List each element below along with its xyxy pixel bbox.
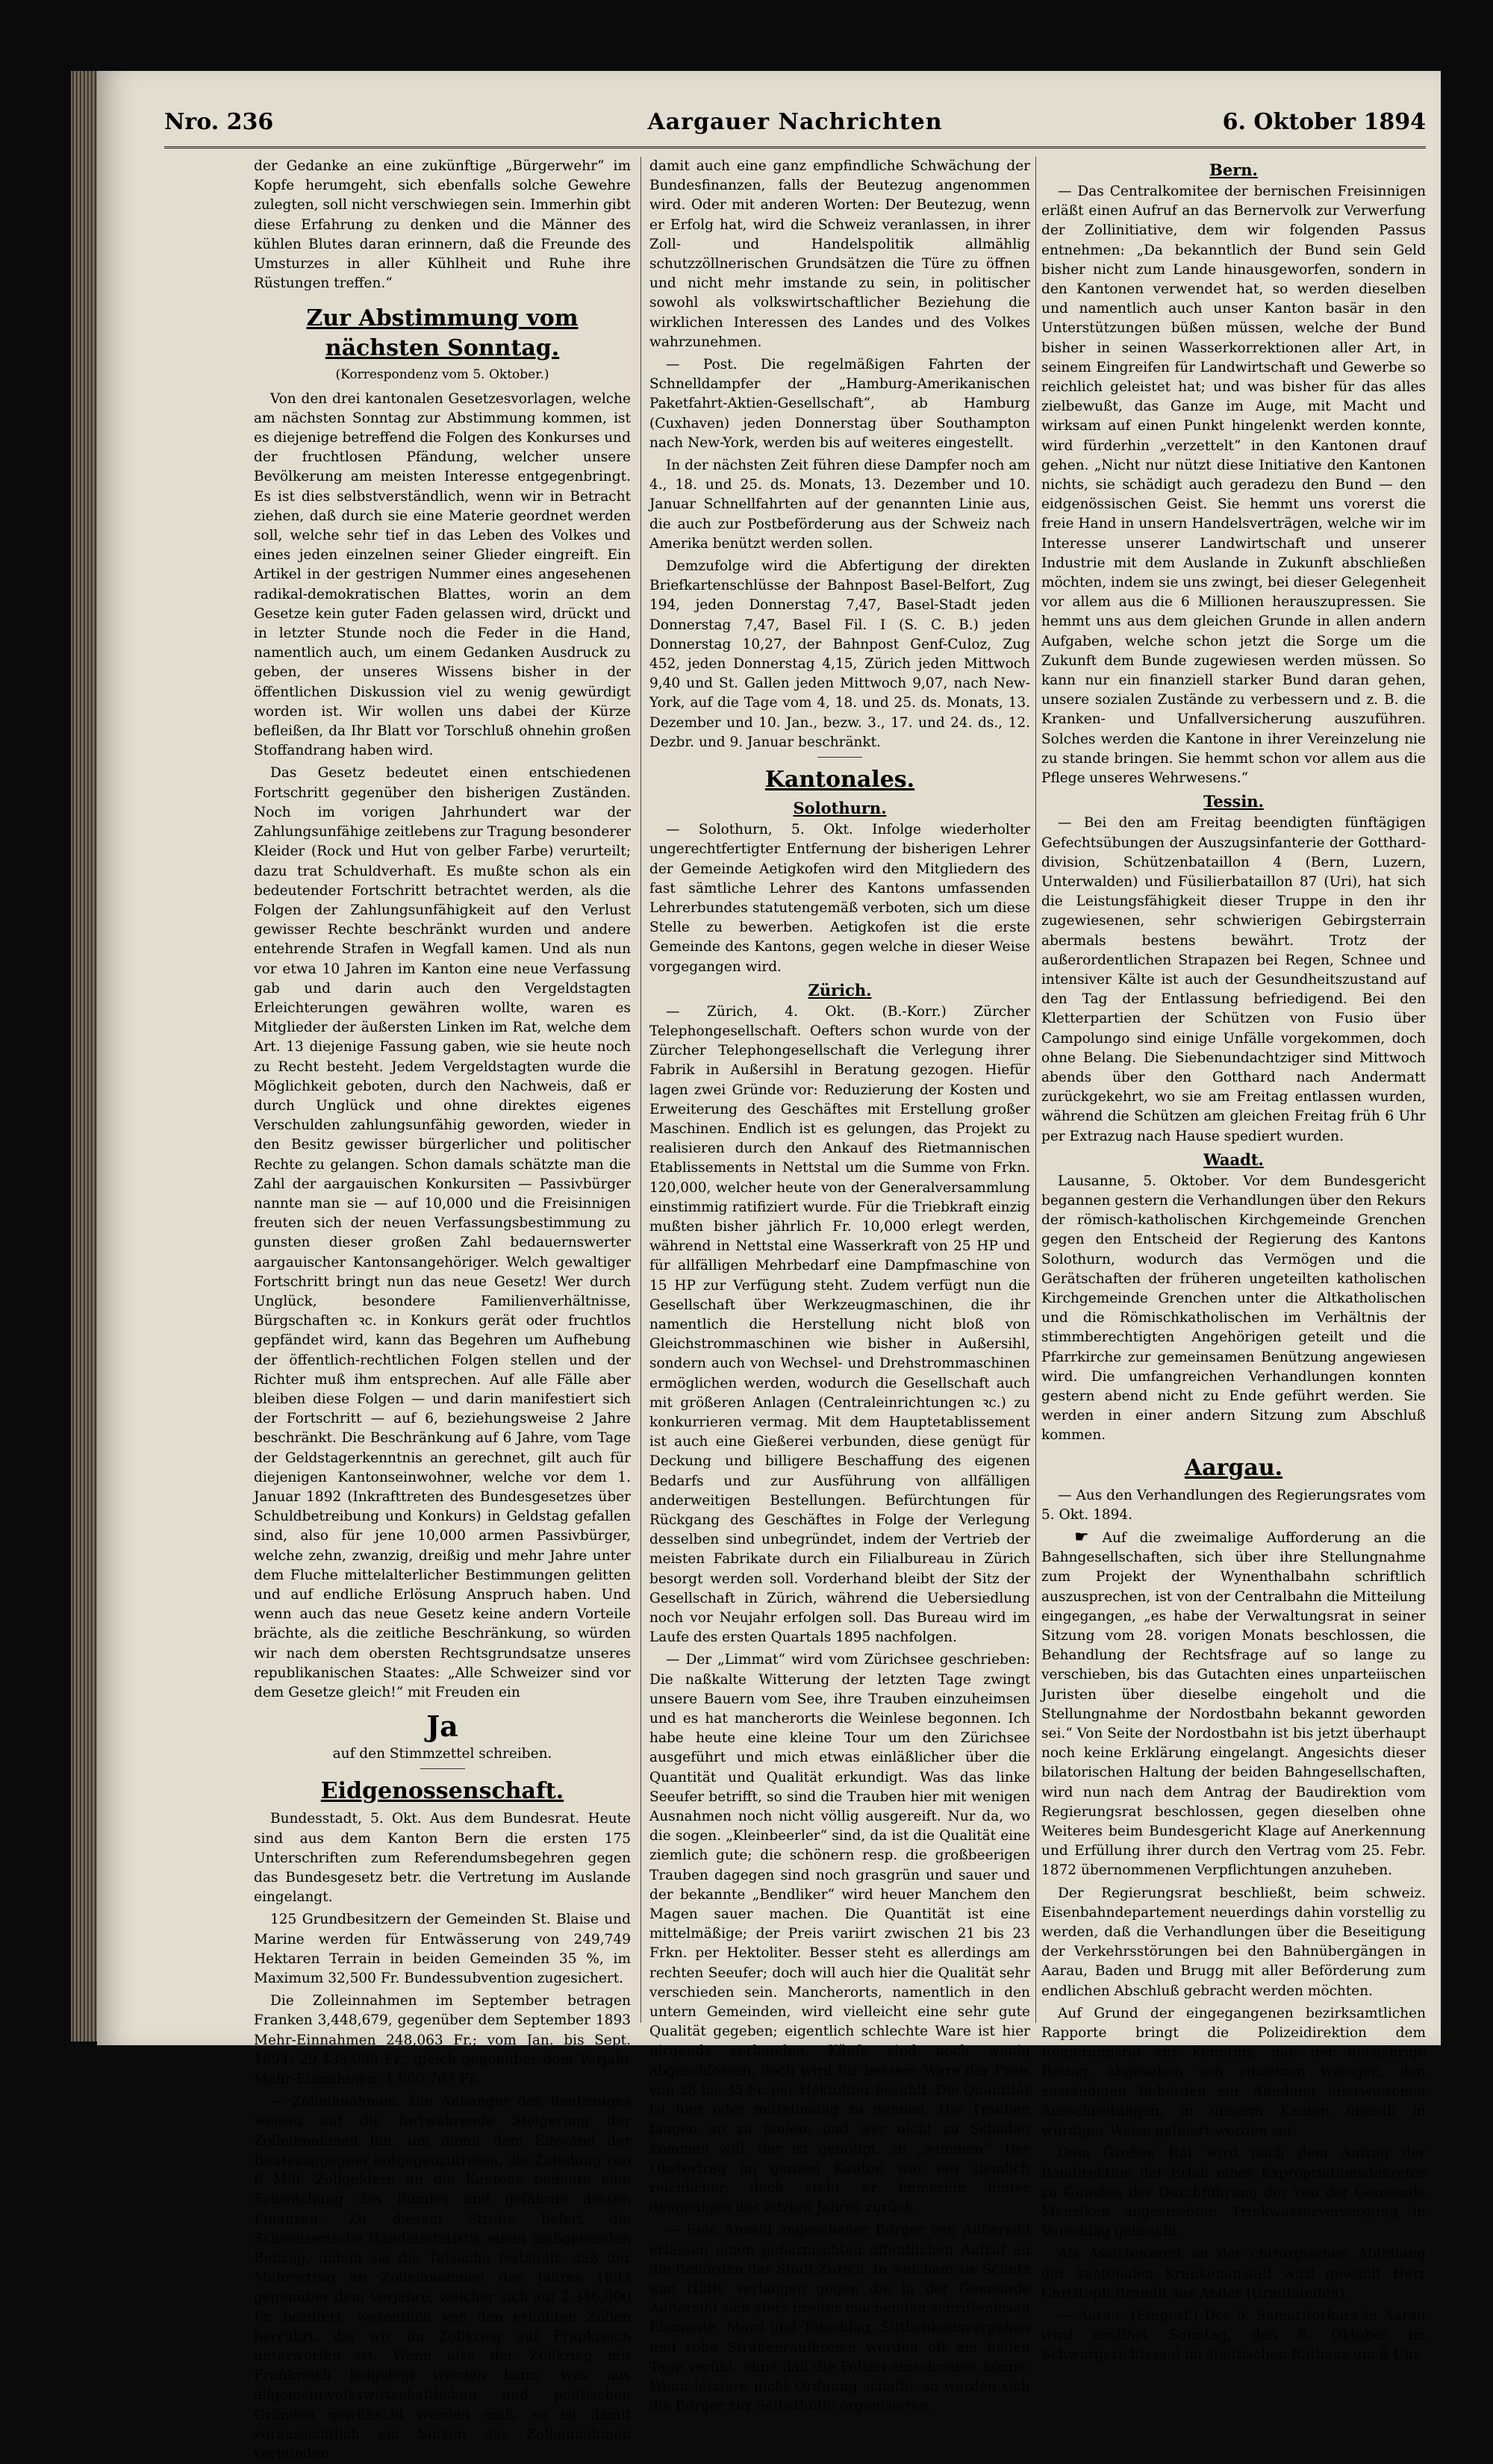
column-3 xyxy=(1041,157,1426,2363)
issue-number: Nro. 236 xyxy=(164,109,274,135)
sub-heading: Bern. xyxy=(1209,160,1258,179)
section-heading: Kantonales. xyxy=(764,767,915,793)
paragraph: Als Assistenzarzt an der chirurgischen Abteilung der kantonalen Krankenanstalt wird gewählt Herr Christoph Brandli aus Ander (Graubünden). xyxy=(1041,2246,1426,2301)
ja-vote: Ja xyxy=(426,1709,458,1744)
pointing-hand-icon: ☛ xyxy=(1074,1528,1089,1547)
sub-heading: Solothurn. xyxy=(793,799,887,818)
paragraph: — Aarau. (Eingesf.) Der 5. Samariterkurs in Aarau wird eröffnet Sonntag, den 8. Oktober im Schwurgerichtssaal im städtischen Rathaus um 8 Uhr xyxy=(1041,2307,1426,2363)
column-rule xyxy=(640,157,641,2023)
column-1 xyxy=(254,157,631,2462)
paragraph: Der Regierungsrat beschließt, beim schweiz. Eisenbahndepartement neuerdings dahin vorstellig zu werden, daß die Verhandlungen über die Beseitigung der Verkehrsstörungen bei den Bahnübergängen in Aarau, Baden und Brugg mit aller Beförderung zum endlichen Abschluß gebracht werden möchten. xyxy=(1041,1885,1426,1999)
newspaper-name: Aargauer Nachrichten xyxy=(647,109,943,135)
paragraph: Von den drei kantonalen Gesetzesvorlagen, welche am nächsten Sonntag zur Abstimmung kommen, ist es diejenige betreffend die Folgen des Konkurses und der fruchtlosen Pfändung, welcher unsere Bevölkerung am meisten Interesse entgegenbringt. Es ist dies selbstverständlich, wenn wir in Betracht ziehen, daß durch sie eine Materie geordnet werden soll, welche sehr tief in das Leben des Volkes und eines jeden einzelnen seiner Glieder eingreift. Ein Artikel in der gestrigen Nummer eines angesehenen radikal-demokratischen Blattes, worin an dem Gesetze kein guter Faden gelassen wird, drückt und in letzter Stunde noch die Feder in die Hand, namentlich auch, um einem Gedanken Ausdruck zu geben, der unseres Wissens bisher in der öffentlichen Diskussion viel zu wenig gewürdigt worden ist. Wir wollen uns dabei der Kürze befleißen, da Ihr Blatt vor Torschluß ohnehin großen Stoffandrang haben wird. xyxy=(254,390,631,759)
paragraph: Das Gesetz bedeutet einen entschiedenen Fortschritt gegenüber den bisherigen Zuständen. Noch im vorigen Jahrhundert war der Zahlungsunfähige zeitlebens zur Tragung besonderer Kleider (Rock und Hut von gelber Farbe) verurteilt; dazu trat Schuldverhaft. Es mußte schon als ein bedeutender Fortschritt betrachtet werden, als die Folgen der Zahlungsunfähigkeit auf den Verlust gewisser Rechte beschränkt wurden und andere entehrende Strafen in Wegfall kamen. Und als nun vor etwa 10 Jahren im Kanton eine neue Verfassung gab und darin auch den Vergeldstagten Erleichterungen gewähren wollte, waren es Mitglieder der äußersten Linken im Rat, welche dem Art. 13 diejenige Fassung gaben, wie sie heute noch zu Recht besteht. Jedem Vergeldstagten wurde die Möglichkeit geboten, durch den Nachweis, daß er durch Unglück und ohne direktes eigenes Verschulden zahlungsunfähig geworden, wieder in den Besitz gewisser bürgerlicher und politischer Rechte zu gelangen. Schon damals schätzte man die Zahl der aargauischen Konkursiten — Passivbürger nannte man sie — auf 10,000 und die Freisinnigen freuten sich der neuen Verfassungsbestimmung zu gunsten dieser großen Zahl bedauernswerter aargauischer Kantonsangehöriger. Welch gewaltiger Fortschritt bringt nun das neue Gesetz! Wer durch Unglück, besondere Familienverhältnisse, Bürgschaften ꝛc. in Konkurs gerät oder fruchtlos gepfändet wird, kann das Begehren um Aufhebung der öffentlich-rechtlichen Folgen stellen und der Richter muß ihm entsprechen. Auf alle Fälle aber bleiben diese Folgen — und darin manifestiert sich der Fortschritt — auf 6, beziehungsweise 2 Jahre beschränkt. Die Beschränkung auf 6 Jahre, vom Tage der Geldstagerkenntnis an gerechnet, gilt auch für diejenigen Kantonseinwohner, welche vor dem 1. Januar 1892 (Inkrafttreten des Bundesgesetzes über Schuldbetreibung und Konkurs) in Geldstag gefallen sind, also für jene 10,000 armen Passivbürger, welche zehn, zwanzig, dreißig und mehr Jahre unter dem Fluche mittelalterlicher Bestimmungen gelitten und auf endliche Erlösung Anspruch haben. Und wenn auch das neue Gesetz keine andern Vorteile brächte, als die zeitliche Beschränkung, so würden wir nach dem obersten Rechtsgrundsatze unseres republikanischen Staates: „Alle Schweizer sind vor dem Gesetze gleich!“ mit Freuden ein xyxy=(254,765,631,1701)
masthead xyxy=(164,105,1426,149)
paragraph: Auf Grund der eingegangenen bezirksamtlichen Rapporte bringt die Polizeidirektion dem Regierungsrat zur Kenntnis, daß der diesjährige Bettag, abgesehen von einzelnen wenigen, den zuständigen Behörden zur Ahndung überwiesenen Ausschreitungen, in unserm Kanton überall in würdiger Weise gefeiert worden sei. xyxy=(1041,2005,1426,2139)
paragraph: Lausanne, 5. Oktober. Vor dem Bundesgericht begannen gestern die Verhandlungen über den Rekurs der römisch-katholischen Kirchgemeinde Grenchen gegen den Entscheid der Regierung des Kantons Solothurn, wodurch das Vermögen und die Gerätschaften der früheren ungeteilten katholischen Kirchgemeinde Grenchen unter die Altkatholischen und die Römischkatholischen im Verhältnis der stimmberechtigten Angehörigen geteilt und die Pfarrkirche zur gemeinsamen Benützung angewiesen wird. Die umfangreichen Verhandlungen konnten gestern abend nicht zu Ende geführt werden. Sie werden in einer andern Sitzung zum Abschluß kommen. xyxy=(1041,1173,1426,1444)
paragraph: — Eine Anzahl angesehener Bürger von Außersihl erlassen einen geharnischten öffentlichen Aufruf an die Behörden der Stadt Zürich, in welchem sie Schutz und Hülfe verlangen gegen die in der Gemeinde Außersihl sich stets breiter machenden schriftenlosen Elemente. Mord und Totschlag, Sittlichkeitsvergehen und rohe Straßenraufereien werden oft am hellen Tage verübt, ohne daß die Polizei einschreiten könne. Wenn letztere nicht Ordnung schaffe, so werden sich die Bürger zur Selbsthülfe organisieren. xyxy=(649,2222,1030,2415)
article-title: Zur Abstimmung vom nächsten Sonntag. xyxy=(306,305,579,362)
paragraph: Bundesstadt, 5. Okt. Aus dem Bundesrat. Heute sind aus dem Kanton Bern die ersten 175 Unterschriften zum Referendumsbegehren gegen das Bundesgesetz betr. die Vertretung im Auslande eingelangt. xyxy=(254,1811,631,1906)
paragraph: — Bei den am Freitag beendigten fünftägigen Gefechtsübungen der Auszugsinfanterie der Gotthard-division, Schützenbataillon 4 (Bern, Luzern, Unterwalden) und Füsilierbataillon 87 (Uri), hat sich die Leistungsfähigkeit dieser Truppe in den ihr zugewiesenen, sehr schwierigen Gebirgsterrain abermals bestens bewährt. Trotz der außerordentlichen Strapazen bei Regen, Schnee und intensiver Kälte ist auch der Gesundheitszustand auf den Tag der Entlassung befriedigend. Bei den Kletterpartien der Schützen von Fusio über Campolungo sind einige Unfälle vorgekommen, doch ohne Belang. Die Siebenundachtziger sind Mittwoch abends über den Gotthard nach Andermatt zurückgekehrt, wo sie am Freitag entlassen wurden, während die Schützen am gleichen Freitag früh 6 Uhr per Extrazug nach Hause spediert wurden. xyxy=(1041,815,1426,1144)
paragraph: damit auch eine ganz empfindliche Schwächung der Bundesfinanzen, falls der Beutezug angenommen wird. Oder mit anderen Worten: Der Beutezug, wenn er Erfolg hat, wird die Schweiz veranlassen, in ihrer Zoll- und Handelspolitik allmählig schutzzöllnerischen Grundsätzen die Türe zu öffnen und nicht mehr imstande zu sein, in politischer sowohl als volkswirtschaftlicher Beziehung die wirklichen Interessen des Landes und des Volkes wahrzunehmen. xyxy=(649,158,1030,350)
paragraph: — Der „Limmat“ wird vom Zürichsee geschrieben: Die naßkalte Witterung der letzten Tage zwingt unsere Bauern vom See, ihre Trauben einzuheimsen und es hat mancherorts die Weinlese begonnen. Ich habe heute eine kleine Tour um den Zürichsee ausgeführt und mich etwas einläßlicher über die Quantität und Qualität erkundigt. Was das linke Seeufer betrifft, so sind die Trauben hier mit wenigen Ausnahmen noch nicht völlig ausgereift. Nur da, wo die sogen. „Kleinbeerler“ sind, da ist die Qualität eine ziemlich gute; die schönern resp. die großbeerigen Trauben dagegen sind noch grasgrün und sauer und der bekannte „Bendliker“ wird heuer Manchem den Magen sauer machen. Die Quantität ist eine mittelmäßige; der Preis variirt zwischen 21 bis 23 Frkn. per Hektoliter. Besser steht es allerdings am rechten Seeufer; doch will auch hier die Qualität sehr verschieden sein. Mancherorts, namentlich in den untern Gemeinden, wird vielleicht eine sehr gute Qualität gegeben; eigentlich schlechte Ware ist hier nirgends vorhanden. Käufe sind noch wenig abgeschlossen, doch wird für bessere Ware der Preis von 28 bis 35 Fr. per Hektoliter bezahlt. Die Quantität ist hier oder mittelmäßig zu nennen. Die Trauben fangen an zu faulen, und wer nicht zu Schaden kommen will, der ist genötigt, zu „wimmen“. Der Obstertrag im ganzen Kanton war ein ziemlich reichlicher, doch steht er immerhin hinter demjenigen des letzten Jahres zurück. xyxy=(649,1652,1030,2216)
paragraph: — Post. Die regelmäßigen Fahrten der Schnelldampfer der „Hamburg-Amerikanischen Paketfahrt-Aktien-Gesellschaft“, ab Hamburg (Cuxhaven) jeden Donnerstag über Southampton nach New-York, werden bis auf weiteres eingestellt. xyxy=(649,357,1030,451)
paragraph xyxy=(1041,1528,1426,1881)
paragraph: — Zolleinnahmen. Die Anhänger des Beutezuges weisen auf die fortwährende Steigerung der Zolleinnahmen hin, um damit dem Einwand der Beutezuggegner entgegenzutreten, die Zuteilung von 6 Mill. Zollgeldern an die Kantone bedeute eine Schwächung des Bundes und gefährde dessen Finanzen. Zu diesem Streite liefert die Schweizerische Handelsstatistik einen maßgebenden Beitrag, indem sie die Tatsache feststellt, daß der Mehrertrag an Zolleinnahmen des Jahres 1893 gegenüber dem Vorjahre, welcher sich auf 2,346,000 Fr. beziffert, wesentlich von den erhöhten Zöllen herrührt, die wir im Zollkrieg auf Frankreich unterworfen ist. Wenn also der Zollkrieg mit Frankreich beigelegt werden kann, was aus allgemein-volkswirtschaftlichen und politischen Gründen gewünscht werden muß, so ist damit voraussichtlich ein Sinken der Zolleinnahmen verbunden xyxy=(254,2094,631,2462)
paragraph: Die Zolleinnahmen im September betragen Franken 3,448,679, gegenüber dem September 1893 Mehr-Einnahmen 248,063 Fr.; vom Jan. bis Sept. 1894: 29,435,089 Fr., gleich gegenüber dem Vorjahr Mehr-Einnahmen: 1,660,707 Fr. xyxy=(254,1993,631,2088)
issue-date: 6. Oktober 1894 xyxy=(1222,109,1426,135)
sub-heading: Zürich. xyxy=(808,980,872,999)
paragraph: — Das Centralkomitee der bernischen Freisinnigen erläßt einen Aufruf an das Bernervolk zur Verwerfung der Zollinitiative, dem wir folgenden Passus entnehmen: „Da bekanntlich der Bund sein Geld bisher nicht zum Lande hinausgeworfen, sondern in den Kantonen verwendet hat, so werden dieselben und namentlich auch unser Kanton basär in den Unterstützungen büßen müssen, welche der Bund bisher in seinen Wasserkorrektionen aller Art, in seinem Eingreifen für Landwirtschaft und Gewerbe so reichlich geleistet hat; und was bisher für das alles zielbewußt, das Ganze im Auge, mit Macht und wirksam auf einen Punkt hingelenkt werden konnte, wird fürderhin „verzettelt“ in den Kantonen drauf gehen. „Nicht nur nützt diese Initiative den Kantonen nichts, sie schädigt auch geradezu den Bund — den eidgenössischen Geist. Sie hemmt uns vorerst die freie Hand in unsern Handelsverträgen, welche wir im Interesse unserer Landwirtschaft und unserer Industrie mit dem Auslande in Zukunft abschließen möchten, indem sie uns zwingt, bei dieser Gelegenheit vor allem aus die 6 Millionen herauszupressen. Sie hemmt uns aus dem gleichen Grunde in allen andern Aufgaben, welche schon jetzt die Sorge um die Zukunft dem Bunde zugewiesen werden müssen. So kann nur ein finanziell starker Bund daran gehen, unsere sozialen Zustände zu verbessern und z. B. die Kranken- und Unfallversicherung auszuführen. Solches werden die Kantone in ihrer Vereinzelung nie zu stande bringen. Sie hemmt schon vor allem aus die Pflege unseres Wehrwesens.“ xyxy=(1041,184,1426,787)
ja-line: auf den Stimmzettel schreiben. xyxy=(332,1746,552,1762)
article-subtitle: (Korrespondenz vom 5. Oktober.) xyxy=(335,367,549,383)
paragraph: 125 Grundbesitzern der Gemeinden St. Blaise und Marine werden für Entwässerung von 249,749 Hektaren Terrain in beiden Gemeinden 35 %, im Maximum 32,500 Fr. Bundessubvention zugesichert. xyxy=(254,1912,631,1987)
divider xyxy=(420,1768,465,1769)
section-heading: Eidgenossenschaft. xyxy=(320,1778,564,1805)
paragraph-text: Auf die zweimalige Aufforderung an die Bahngesellschaften, sich über ihre Stellungnahme zum Projekt der Wynenthalbahn schriftlich auszusprechen, ist von der Centralbahn die Mitteilung eingegangen, „es habe der Verwaltungsrat in seiner Sitzung vom 28. vorigen Monats beschlossen, die Behandlung der Rechtsfrage auf so lange zu verschieben, bis das Gutachten eines unparteiischen Juristen über dieselbe eingeholt und die Stellungnahme der Nordostbahn bekannt geworden sei.“ Von Seite der Nordostbahn ist bis jetzt überhaupt noch keine Erklärung eingelangt. Angesichts dieser bilatorischen Haltung der beiden Bahngesellschaften, wird nun nach dem Antrag der Baudirektion vom Regierungsrat beschlossen, gegen dieselben ohne Weiteres beim Bundesgericht Klage auf Anerkennung und Erfüllung ihrer durch den Vertrag vom 25. Febr. 1872 übernommenen Verpflichtungen anzuheben. xyxy=(1041,1530,1426,1879)
paragraph: — Zürich, 4. Okt. (B.-Korr.) Zürcher Telephongesellschaft. Oefters schon wurde von der Zürcher Telephongesellschaft die Verlegung ihrer Fabrik in Außersihl in Beratung gezogen. Hiefür lagen zwei Gründe vor: Reduzierung der Kosten und Erweiterung des Geschäftes mit Erstellung großer Maschinen. Endlich ist es gelungen, das Projekt zu realisieren durch den Ankauf des Rietmannischen Etablissements in Nettstal um die Summe von Frkn. 120,000, welcher heute von der Generalversammlung einstimmig ratifiziert wurde. Für die Triebkraft einzig mußten bisher jährlich Fr. 10,000 erlegt werden, während in Nettstal eine Wasserkraft von 25 HP und für allfälligen Mehrbedarf eine Dampfmaschine von 15 HP zur Verfügung steht. Zudem verfügt nun die Gesellschaft über Werkzeugmaschinen, die ihr namentlich die Herstellung nicht bloß von Gleichstrommaschinen wie bisher in Außersihl, sondern auch von Wechsel- und Drehstrommaschinen ermöglichen werden, wodurch die Gesellschaft auch mit größeren Anlagen (Centraleinrichtungen ꝛc.) zu konkurrieren vermag. Mit dem Hauptetablissement ist auch eine Gießerei verbunden, diese genügt für Deckung und billigere Beschaffung des eigenen Bedarfs und zur Ausführung von allfälligen anderweitigen Bestellungen. Befürchtungen für Rückgang des Geschäftes in Folge der Verlegung desselben sind unbegründet, indem der Vertrieb der meisten Fabrikate durch ein Filialbureau in Zürich besorgt werden soll. Vorderhand bleibt der Sitz der Gesellschaft in Zürich, während die Uebersiedlung noch vor Neujahr erfolgen soll. Das Bureau wird im Laufe des ersten Quartals 1895 nachfolgen. xyxy=(649,1003,1030,1646)
column-rule xyxy=(1035,157,1036,2023)
section-heading: Aargau. xyxy=(1184,1454,1283,1481)
sub-heading: Waadt. xyxy=(1203,1150,1264,1169)
divider xyxy=(817,757,862,758)
paragraph: der Gedanke an eine zukünftige „Bürgerwehr“ im Kopfe herumgeht, sich ebenfalls solche Gewehre zulegten, soll nicht verschwiegen sein. Immerhin gibt diese Erfahrung zu denken und die Männer des kühlen Blutes daran erinnern, daß die Freunde des Umsturzes in aller Kühlheit und Ruhe ihre Rüstungen treffen.“ xyxy=(254,158,631,292)
paragraph: — Solothurn, 5. Okt. Infolge wiederholter ungerechtfertigter Entfernung der bisherigen Lehrer der Gemeinde Aetigkofen wird den Mitgliedern des fast sämtliche Lehrer des Kantons umfassenden Lehrerbundes statutengemäß verboten, sich um diese Stelle zu bewerben. Aetigkofen ist die erste Gemeinde des Kantons, gegen welche in dieser Weise vorgegangen wird. xyxy=(649,822,1030,975)
book-binding-edge xyxy=(71,71,101,2042)
sub-heading: Tessin. xyxy=(1203,792,1264,811)
paragraph: Demzufolge wird die Abfertigung der direkten Briefkartenschlüsse der Bahnpost Basel-Belfort, Zug 194, jeden Donnerstag 7,47, Basel-Stadt jeden Donnerstag 7,47, Basel Fil. I (S. C. B.) jeden Donnerstag 10,27, der Bahnpost Genf-Culoz, Zug 452, jeden Donnerstag 4,15, Zürich jeden Mittwoch 9,40 und St. Gallen jeden Mittwoch 9,07, nach New-York, auf die Tage vom 4, 18. und 25. ds. Monats, 13. Dezember und 10. Jan., bezw. 3., 17. und 24. ds., 12. Dezbr. und 9. Januar beschränkt. xyxy=(649,558,1030,750)
paragraph: — Aus den Verhandlungen des Regierungsrates vom 5. Okt. 1894. xyxy=(1041,1487,1426,1523)
paragraph: In der nächsten Zeit führen diese Dampfer noch am 4., 18. und 25. ds. Monats, 13. Dezember und 10. Januar Schnellfahrten auf der genannten Linie aus, die auch zur Postbeförderung aus der Schweiz nach Amerika benützt werden sollen. xyxy=(649,458,1030,552)
paragraph: Dem Großen Rat wird nach dem Antrag der Baudirektion der Erlaß eines Expropriationsdekretes zu Gunsten der Durchführung der von der Gemeinde Menziken angestrebten Trinkwasserversorgung in Vorschlag gebracht. xyxy=(1041,2145,1426,2240)
column-2 xyxy=(649,157,1030,2415)
